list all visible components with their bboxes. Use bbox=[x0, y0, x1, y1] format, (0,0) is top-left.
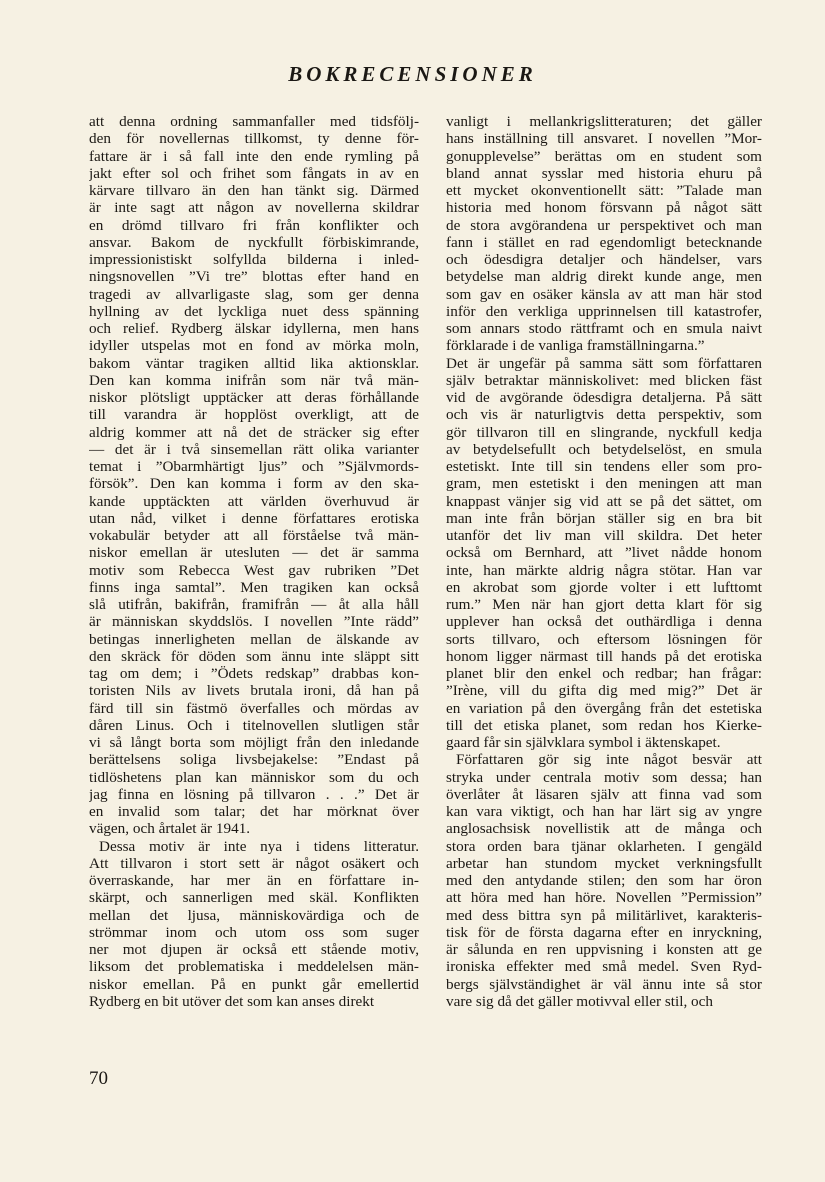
text-line: att höra med han höre. Novellen ”Permission” bbox=[446, 889, 762, 907]
text-line: ”Irène, vill du gifta dig med mig?” Det är bbox=[446, 682, 762, 700]
text-line: vägen, och årtalet är 1941. bbox=[89, 820, 251, 838]
text-line: kande upptäckten att världen överhuvud är bbox=[89, 492, 419, 510]
text-line: Att tillvaron i stort sett är något osäkert och bbox=[89, 854, 419, 872]
text-line: ironiska effekter med små medel. Sven Ryd- bbox=[446, 958, 762, 976]
text-line: arbetar han stundom mycket verkningsfullt bbox=[446, 854, 762, 872]
text-line: med den antydande stilen; den som har öron bbox=[446, 872, 762, 889]
text-line: ningsnovellen ”Vi tre” blottas efter hand en bbox=[89, 268, 419, 286]
text-line: berättelsens soliga livsbejakelse: ”Endast på bbox=[89, 751, 419, 769]
text-line: de stora avgörandena ur perspektivet och man bbox=[446, 216, 762, 234]
text-line: kan vara viktigt, och han har lärt sig av yngre bbox=[446, 803, 762, 820]
text-line: gaard får sin självklara symbol i äktenskapet. bbox=[446, 734, 721, 751]
text-line: bakom väntar tragiken alltid lika aktionsklar. bbox=[89, 354, 419, 372]
text-line: överraskande, har mer än en författare in- bbox=[89, 872, 419, 889]
text-line: betydelse man aldrig direkt kunde ange, men bbox=[446, 268, 762, 286]
text-line: tragedi av allvarligaste slag, som ger denna bbox=[89, 285, 419, 303]
text-line: försök”. Den kan komma i form av den ska- bbox=[89, 475, 419, 493]
text-line: också om Bernhard, att ”livet nådde honom bbox=[446, 544, 762, 562]
text-line: jag finna en lösning på tillvaron . . .” Det är bbox=[89, 785, 419, 803]
text-line: dåren Linus. Och i titelnovellen slutligen står bbox=[89, 716, 419, 734]
text-line: och ödesdigra detaljer och händelser, vars bbox=[446, 251, 762, 268]
text-line: Det är ungefär på samma sätt som författaren bbox=[446, 354, 762, 372]
text-line: honom ligger närmast till hands på det erotiska bbox=[446, 647, 762, 665]
text-line: man inte från början ställer sig en bra bit bbox=[446, 509, 762, 527]
text-line: jakt efter sol och frihet som fångats in av en bbox=[89, 164, 419, 182]
text-line: är inte sagt att någon av novellerna skildrar bbox=[89, 199, 419, 217]
text-line: toristen Nils av livets brutala ironi, då han på bbox=[89, 682, 419, 700]
text-line: till det etiska planet, som redan hos Kierke- bbox=[446, 716, 762, 734]
text-line: sorts tillvaro, och eftersom lösningen för bbox=[446, 630, 762, 648]
text-line: en invalid som talar; det har mörknat över bbox=[89, 803, 419, 820]
page-number: 70 bbox=[89, 1068, 108, 1089]
text-line: vanligt i mellankrigslitteraturen; det gäller bbox=[446, 113, 762, 130]
text-line: skärpt, och sannerligen med skäl. Konflikten bbox=[89, 889, 419, 907]
text-line: stryka under centrala motiv som dessa; han bbox=[446, 768, 762, 786]
text-line: historia med honom försvann på något sätt bbox=[446, 199, 762, 217]
text-line: överlåter åt läsaren själv att finna vad som bbox=[446, 785, 762, 803]
text-line: fattare är i så fall inte den ende rymling på bbox=[89, 147, 419, 165]
text-line: niskor plötsligt upptäcker att deras förhållande bbox=[89, 389, 419, 406]
text-line: utan nåd, vilket i denne författares erotiska bbox=[89, 509, 419, 527]
text-line: hyllning av det lyckliga nuet dess spänning bbox=[89, 302, 419, 320]
text-line: estetiskt. Inte till sin tendens eller som pro- bbox=[446, 458, 762, 475]
text-line: vare sig då det gäller motivval eller stil, och bbox=[446, 992, 713, 1010]
text-line: inför den verkliga upprinnelsen till katastrofer, bbox=[446, 302, 762, 320]
text-line: till varandra är hopplöst overkligt, att de bbox=[89, 406, 419, 424]
text-line: bergs självständighet är väl ännu inte så stor bbox=[446, 975, 762, 993]
text-line: gör tillvaron till en slingrande, nyckfull kedja bbox=[446, 423, 762, 441]
text-line: färd till sin fästmö överfalles och mördas av bbox=[89, 699, 419, 717]
text-line: en drömd tillvaro fri från konflikter och bbox=[89, 216, 419, 234]
text-line: motiv som Rebecca West gav rubriken ”Det bbox=[89, 561, 419, 579]
text-line: idyller utspelas mot en fond av mörka moln, bbox=[89, 337, 419, 355]
text-line: ner mot djupen är också ett stående motiv, bbox=[89, 941, 419, 958]
text-line: Dessa motiv är inte nya i tidens litteratur. bbox=[99, 837, 419, 855]
text-line: tag om dem; i ”Ödets redskap” drabbas kon- bbox=[89, 665, 419, 682]
text-line: niskor emellan. På en punkt går emellertid bbox=[89, 975, 419, 993]
text-line: finns inga samtal”. Men tragiken kan också bbox=[89, 578, 419, 596]
running-header: BOKRECENSIONER bbox=[288, 62, 537, 86]
text-line: — det är i två sinsemellan rätt olika varianter bbox=[89, 440, 419, 458]
text-line: tisk för de första dagarna efter en inryckning, bbox=[446, 923, 762, 941]
text-line: som gav en osäker känsla av att man här stod bbox=[446, 285, 762, 303]
text-line: impressionistiskt solfyllda bilderna i inled- bbox=[89, 251, 419, 268]
text-line: den för novellernas tillkomst, ty denne för- bbox=[89, 130, 419, 148]
text-line: upplever han också det outhärdliga i denna bbox=[446, 613, 762, 631]
right-column bbox=[446, 113, 762, 1010]
text-line: Rydberg en bit utöver det som kan anses direkt bbox=[89, 992, 375, 1010]
text-line: mellan det ljusa, människovärdiga och de bbox=[89, 906, 419, 924]
text-line: är sålunda en ren uppvisning i konsten att ge bbox=[446, 941, 762, 958]
text-line: vid de avgörande ödesdigra detaljerna. På sätt bbox=[446, 389, 762, 406]
text-line: den skräck för döden som ännu inte släppt sitt bbox=[89, 647, 419, 665]
text-line: stora orden bara tjänar oklarheten. I gengäld bbox=[446, 837, 762, 855]
text-line: aldrig kommer att nå det de sträcker sig efter bbox=[89, 423, 419, 441]
text-line: kärvare tillvaro än den han tänkt sig. Därmed bbox=[89, 182, 419, 199]
text-line: planet blir den enkel och redbar; han frågar: bbox=[446, 665, 762, 682]
text-line: tidlöshetens plan kan människor som du och bbox=[89, 768, 419, 786]
text-line: Den kan komma inifrån som när två män- bbox=[89, 371, 419, 389]
text-line: med dess bittra syn på militärlivet, karakteris- bbox=[446, 906, 762, 924]
text-line: av betydelsefullt och betydelselöst, en smula bbox=[446, 440, 762, 458]
text-line: liksom det problematiska i meddelelsen män- bbox=[89, 958, 419, 976]
text-line: betingas innerligheten mellan de älskande av bbox=[89, 630, 419, 648]
text-line: gram, men estetiskt i den meningen att man bbox=[446, 475, 762, 493]
text-line: vi så långt borta som möjligt från den inledande bbox=[89, 734, 419, 751]
text-line: niskor emellan är utesluten — det är samma bbox=[89, 544, 419, 562]
text-line: förklarade i de vanliga framställningarna.” bbox=[446, 337, 705, 355]
text-line: hans inställning till ansvaret. I novellen ”Mor- bbox=[446, 130, 762, 148]
text-line: och vis är naturligtvis detta perspektiv, som bbox=[446, 406, 762, 424]
text-line: utanför det liv man vill skildra. Det heter bbox=[446, 527, 762, 544]
text-line: inte, han märkte aldrig några stötar. Han var bbox=[446, 561, 762, 579]
left-column bbox=[89, 113, 419, 1010]
text-line: anglosachsisk novellistik att de många och bbox=[446, 820, 762, 838]
text-line: bland annat sysslar med historia ehuru på bbox=[446, 164, 762, 182]
text-line: fann i stället en rad egendomligt betecknande bbox=[446, 233, 762, 251]
text-line: är människan skyddslös. I novellen ”Inte rädd” bbox=[89, 613, 419, 631]
text-line: strömmar inom och utom oss som suger bbox=[89, 923, 419, 941]
text-line: Författaren gör sig inte något besvär att bbox=[456, 751, 762, 769]
text-line: själv betraktar människolivet: med blicken fäst bbox=[446, 371, 762, 389]
text-line: gonupplevelse” berättas om en student som bbox=[446, 147, 762, 165]
text-line: som annars stodo rättframt och en smula naivt bbox=[446, 320, 762, 337]
text-line: en variation på den övergång från det estetiska bbox=[446, 699, 762, 717]
text-line: temat i ”Obarmhärtigt ljus” och ”Självmords- bbox=[89, 458, 419, 475]
text-line: att denna ordning sammanfaller med tidsfölj- bbox=[89, 113, 419, 130]
text-line: knappast vänjer sig vid att se på det sättet, om bbox=[446, 492, 762, 510]
text-line: slå utifrån, bakifrån, framifrån — åt alla håll bbox=[89, 596, 419, 613]
text-line: en akrobat som gjorde volter i ett lufttomt bbox=[446, 578, 762, 596]
text-line: vokabulär betyder att all förståelse två män- bbox=[89, 527, 419, 544]
text-line: ett mycket okonventionellt sätt: ”Talade man bbox=[446, 182, 762, 199]
text-line: och relief. Rydberg älskar idyllerna, men hans bbox=[89, 320, 419, 337]
text-line: rum.” Men när han gjort detta klart för sig bbox=[446, 596, 762, 613]
text-line: ansvar. Bakom de nyckfullt förbiskimrande, bbox=[89, 233, 419, 251]
